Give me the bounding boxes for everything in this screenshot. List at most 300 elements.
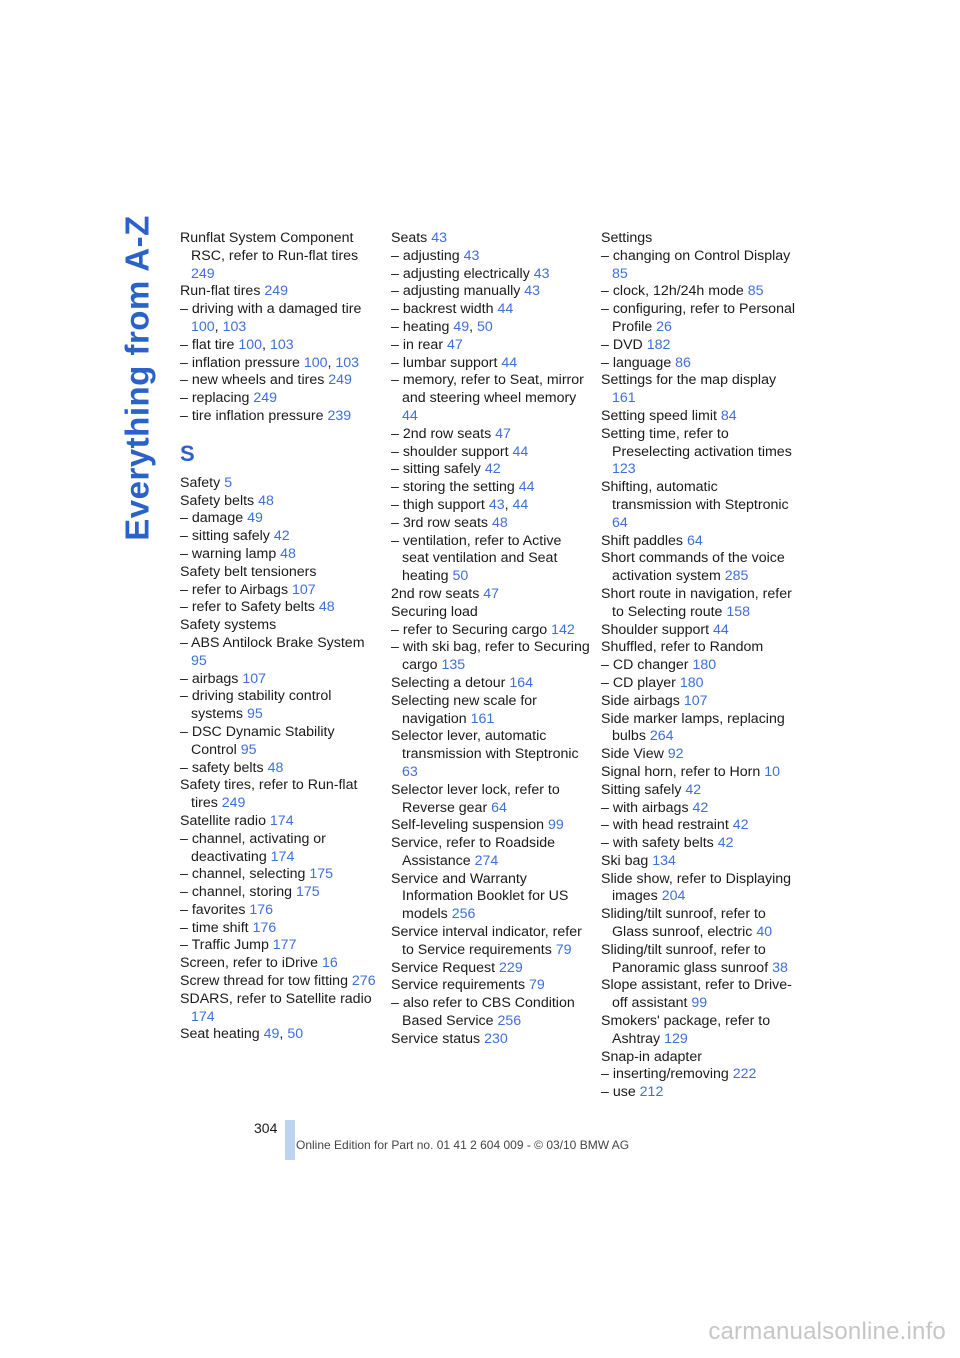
index-entry-text: Seats [391, 230, 428, 246]
page-reference-link[interactable]: 180 [679, 674, 704, 691]
index-entry: – heating 49, 50 [391, 318, 493, 335]
index-entry [391, 675, 591, 693]
index-entry [391, 977, 591, 995]
index-entry [601, 782, 797, 800]
index-entry [601, 230, 797, 248]
index-entry-text: – channel, storing [180, 884, 292, 901]
index-entry [180, 955, 380, 973]
index-entry: – flat tire 100, 103 [180, 336, 294, 353]
index-entry [180, 884, 380, 902]
index-entry [601, 675, 797, 693]
index-entry-text: – channel, selecting [180, 866, 306, 883]
index-entry [180, 724, 380, 760]
index-entry-text: – configuring, refer to Personal Profile [601, 301, 796, 335]
page-reference-link[interactable]: 100 [191, 318, 215, 335]
index-entry [180, 760, 380, 778]
index-entry-text: – with ski bag, refer to Securing cargo [391, 639, 590, 674]
index-column-1 [180, 230, 380, 1044]
index-entry [180, 973, 380, 991]
index-entry-text: Signal horn, refer to Horn [601, 763, 761, 780]
page-reference-link[interactable]: 95 [191, 652, 207, 669]
page-reference-link[interactable]: 176 [252, 919, 277, 936]
index-entry [391, 604, 591, 622]
page-reference-link[interactable]: 212 [639, 1084, 664, 1101]
page-reference-link[interactable]: 42 [484, 461, 501, 478]
index-entry-text: – language [601, 354, 672, 371]
page-reference-link[interactable]: 175 [295, 884, 320, 901]
index-entry [391, 1031, 591, 1049]
page-reference-link[interactable]: 285 [724, 568, 749, 585]
index-entry-text: Service status [391, 1030, 481, 1047]
index-entry-text: Safety systems [180, 617, 277, 634]
index-entry-text: – shoulder support [391, 443, 509, 460]
page-reference-link[interactable]: 158 [726, 603, 751, 620]
index-entry [180, 408, 380, 426]
index-entry-text: – favorites [180, 901, 246, 918]
index-entry-text: – memory, refer to Seat, mirror and steering wheel memory [391, 372, 584, 407]
index-entry [391, 782, 591, 818]
page-reference-link[interactable]: 264 [649, 728, 674, 745]
watermark: carmanualsonline.info [708, 1318, 946, 1345]
index-entry [391, 266, 591, 284]
page-reference-link[interactable]: 107 [242, 670, 266, 687]
index-entry [180, 283, 380, 301]
page-reference-link[interactable]: 239 [327, 407, 352, 424]
page-reference-link[interactable]: 230 [484, 1030, 508, 1047]
side-title-text: Everything from A-Z [119, 215, 156, 541]
index-entry [180, 617, 380, 635]
index-entry [180, 582, 380, 600]
index-entry [391, 995, 591, 1031]
page-reference-link[interactable]: 47 [495, 425, 511, 442]
index-entry [601, 977, 797, 1013]
page-reference-link[interactable]: 64 [686, 532, 703, 549]
index-entry-text: – safety belts [180, 759, 264, 776]
index-entry-text: – with airbags [601, 799, 689, 816]
page-reference-link[interactable]: 44 [501, 354, 518, 371]
index-entry [180, 546, 380, 564]
index-entry-text: – tire inflation pressure [180, 407, 324, 424]
page-reference-link[interactable]: 64 [491, 799, 507, 816]
index-entry [180, 564, 380, 582]
index-entry: – driving with a damaged tire 100, 103 [180, 301, 362, 335]
page-reference-link[interactable]: 16 [321, 955, 338, 972]
index-entry [391, 960, 591, 978]
index-entry-text: – use [601, 1084, 636, 1101]
page-reference-link[interactable]: 42 [717, 835, 734, 852]
page-number: 304 [254, 1120, 278, 1136]
page-reference-link[interactable]: 50 [452, 568, 469, 585]
page-reference-link[interactable]: 274 [474, 852, 499, 869]
index-entry-text: Sliding/tilt sunroof, refer to Panoramic glass sunroof [601, 941, 769, 976]
index-entry-text: Screen, refer to iDrive [180, 955, 318, 972]
index-entry-text: – with head restraint [601, 817, 729, 834]
index-entry-text: Settings [601, 230, 653, 246]
page-reference-link[interactable]: 5 [224, 474, 233, 491]
page-reference-link[interactable]: 100 [238, 336, 263, 353]
page-reference-link[interactable]: 86 [675, 354, 691, 371]
index-entry [180, 920, 380, 938]
page-reference-link[interactable]: 48 [258, 492, 274, 509]
page-reference-link[interactable]: 64 [612, 514, 628, 531]
index-entry [601, 372, 797, 408]
index-entry-text: Sliding/tilt sunroof, refer to Glass sunroof, electric [601, 906, 766, 941]
index-entry-text: Service, refer to Roadside Assistance [391, 835, 556, 869]
page-reference-link[interactable]: 142 [551, 621, 575, 638]
index-entry [601, 283, 797, 301]
index-entry: – thigh support 43, 44 [391, 496, 529, 513]
index-entry [601, 1066, 797, 1084]
page-reference-link[interactable]: 48 [318, 599, 335, 616]
page-reference-link[interactable]: 175 [309, 866, 334, 883]
page-reference-link[interactable]: 42 [692, 799, 709, 816]
index-entry-text: Slope assistant, refer to Drive-off assistant [601, 977, 792, 1012]
index-entry-text: Selecting new scale for navigation [391, 692, 537, 727]
index-entry [601, 746, 797, 764]
page-reference-link[interactable]: 40 [756, 924, 773, 941]
page-reference-link[interactable]: 43 [533, 265, 550, 282]
index-entry [391, 515, 591, 533]
index-entry-text: – warning lamp [180, 545, 277, 562]
page-reference-link[interactable]: 85 [612, 265, 628, 282]
page-reference-link[interactable]: 174 [191, 1008, 215, 1025]
page-reference-link[interactable]: 44 [497, 301, 514, 318]
index-entry [391, 283, 591, 301]
page-reference-link[interactable]: 43 [524, 283, 541, 300]
index-entry [180, 475, 380, 493]
page-reference-link[interactable]: 103 [335, 354, 360, 371]
index-entry-text: – heating [391, 318, 450, 335]
index-entry [391, 871, 591, 924]
index-entry: Seat heating 49, 50 [180, 1026, 304, 1043]
index-entry-text: Settings for the map display [601, 372, 777, 389]
page-reference-link[interactable]: 42 [685, 781, 702, 798]
index-entry-text: – 3rd row seats [391, 514, 488, 531]
section-letter: S [180, 440, 195, 466]
index-entry [391, 301, 591, 319]
index-entry [391, 461, 591, 479]
index-entry-text: Runflat System Component RSC, refer to Run-flat tires [180, 230, 359, 264]
page-reference-link[interactable]: 63 [402, 763, 418, 780]
page-reference-link[interactable]: 47 [483, 585, 500, 602]
index-entry [391, 372, 591, 425]
index-entry-text: Satellite radio [180, 812, 266, 829]
index-entry [391, 248, 591, 266]
page-reference-link[interactable]: 222 [732, 1066, 757, 1083]
index-entry-text: Side marker lamps, replacing bulbs [601, 710, 785, 745]
footer-bar [285, 1120, 295, 1160]
page-reference-link[interactable]: 204 [661, 888, 686, 905]
index-entry [391, 728, 591, 781]
index-entry-text: – also refer to CBS Condition Based Service [391, 995, 575, 1030]
index-entry-text: Selector lever, automatic transmission with Steptronic [391, 728, 579, 763]
page-reference-link[interactable]: 174 [269, 812, 294, 829]
page-reference-link[interactable]: 174 [270, 848, 295, 865]
index-entry [180, 866, 380, 884]
index-entry-text: – driving with a damaged tire [180, 301, 362, 318]
index-entry-text: – CD changer [601, 657, 689, 674]
page-reference-link[interactable]: 107 [292, 581, 316, 598]
index-entry [180, 510, 380, 528]
index-entry-text: Safety belt tensioners [180, 563, 317, 580]
index-entry [180, 390, 380, 408]
index-entry [601, 853, 797, 871]
page-reference-link[interactable]: 249 [221, 795, 246, 812]
page-reference-link[interactable]: 42 [273, 528, 290, 545]
index-entry [391, 355, 591, 373]
page-reference-link[interactable]: 180 [692, 657, 717, 674]
index-entry [180, 937, 380, 955]
index-entry [601, 835, 797, 853]
index-entry-text: – DSC Dynamic Stability Control [180, 723, 335, 758]
index-entry [180, 813, 380, 831]
index-entry-text: Setting speed limit [601, 407, 717, 424]
index-entry-text: Service Request [391, 959, 496, 976]
index-entry [601, 426, 797, 479]
page-reference-link[interactable]: 26 [656, 318, 672, 335]
index-entry [180, 528, 380, 546]
page-reference-link[interactable]: 100 [303, 354, 328, 371]
index-entry [180, 688, 380, 724]
page-reference-link[interactable]: 99 [547, 817, 564, 834]
page-reference-link[interactable]: 79 [555, 941, 572, 958]
index-entry [601, 248, 797, 284]
index-entry [601, 693, 797, 711]
index-entry-text: – airbags [180, 670, 239, 687]
index-entry-text: Selector lever lock, refer to Reverse gear [391, 781, 560, 816]
index-entry-text: Selecting a detour [391, 674, 506, 691]
index-entry [601, 355, 797, 373]
index-entry [391, 586, 591, 604]
index-entry [391, 230, 591, 248]
index-entry-text: – channel, activating or deactivating [180, 830, 326, 865]
index-entry [180, 902, 380, 920]
index-entry-text: Ski bag [601, 852, 649, 869]
page-reference-link[interactable]: 99 [691, 995, 708, 1012]
index-entry-text: – clock, 12h/24h mode [601, 283, 744, 300]
page-reference-link[interactable]: 103 [269, 336, 294, 353]
page-reference-link[interactable]: 92 [667, 746, 684, 763]
page-reference-link[interactable]: 43 [463, 247, 480, 264]
page-reference-link[interactable]: 43 [488, 496, 505, 513]
page-reference-link[interactable]: 48 [267, 759, 284, 776]
index-entry-text: Safety belts [180, 492, 255, 509]
index-entry [601, 711, 797, 747]
index-entry-text: – refer to Securing cargo [391, 621, 548, 638]
page-reference-link[interactable]: 50 [477, 318, 493, 335]
index-entry-text: Self-leveling suspension [391, 817, 545, 834]
index-group [601, 230, 797, 1102]
index-entry-text: Slide show, refer to Displaying images [601, 870, 792, 905]
index-entry [391, 835, 591, 871]
page-reference-link[interactable]: 42 [732, 817, 749, 834]
index-entry-text: – CD player [601, 674, 676, 691]
index-column-2 [391, 230, 591, 1049]
index-entry-text: Short route in navigation, refer to Selecting route [601, 585, 792, 620]
page-reference-link[interactable]: 49 [453, 318, 470, 335]
index-entry-text: – inflation pressure [180, 354, 300, 371]
page-reference-link[interactable]: 249 [253, 390, 278, 407]
index-entry [180, 599, 380, 617]
page-reference-link[interactable]: 79 [529, 977, 545, 994]
page-reference-link[interactable]: 38 [772, 959, 788, 976]
index-entry [601, 586, 797, 622]
index-entry-text: Short commands of the voice activation system [601, 550, 785, 585]
index-entry-text: – inserting/removing [601, 1066, 729, 1083]
index-entry-text: Setting time, refer to Preselecting activation times [601, 425, 792, 460]
index-entry [601, 906, 797, 942]
page-reference-link[interactable]: 85 [747, 283, 764, 300]
index-entry [391, 693, 591, 729]
page-reference-link[interactable]: 229 [499, 959, 523, 976]
index-entry-text: Safety [180, 474, 221, 491]
index-entry-text: Securing load [391, 603, 478, 620]
index-entry-text: – new wheels and tires [180, 372, 325, 389]
page-reference-link[interactable]: 164 [509, 674, 533, 691]
page-reference-link[interactable]: 48 [491, 514, 508, 531]
index-entry-text: – DVD [601, 336, 643, 353]
footer-text: Online Edition for Part no. 01 41 2 604 009 - © 03/10 BMW AG [296, 1138, 630, 1152]
index-entry [391, 622, 591, 640]
index-entry [180, 991, 380, 1027]
page-reference-link[interactable]: 50 [287, 1026, 304, 1043]
page-reference-link[interactable]: 123 [612, 461, 636, 478]
index-entry-text: – replacing [180, 390, 250, 407]
page-reference-link[interactable]: 47 [447, 336, 463, 353]
index-entry-text: – flat tire [180, 336, 235, 353]
index-entry-text: Snap-in adapter [601, 1048, 702, 1065]
index-entry [180, 493, 380, 511]
page-reference-link[interactable]: 44 [512, 496, 529, 513]
page-reference-link[interactable]: 10 [764, 763, 781, 780]
page-reference-link[interactable]: 48 [280, 545, 296, 562]
page-reference-link[interactable]: 176 [249, 901, 274, 918]
index-entry-text: – damage [180, 510, 244, 527]
page-reference-link[interactable]: 256 [451, 906, 476, 923]
index-entry-text: – refer to Safety belts [180, 599, 315, 616]
index-entry [180, 777, 380, 813]
page-reference-link[interactable]: 161 [470, 710, 495, 727]
index-entry-text: SDARS, refer to Satellite radio [180, 990, 372, 1007]
page-reference-link[interactable]: 256 [497, 1013, 522, 1030]
page-reference-link[interactable]: 44 [713, 621, 729, 638]
index-entry-text: – storing the setting [391, 479, 515, 496]
index-entry-text: – in rear [391, 336, 444, 353]
index-entry [601, 1084, 797, 1102]
page-reference-link[interactable]: 161 [612, 390, 636, 407]
index-entry [180, 230, 380, 283]
index-entry-text: – ventilation, refer to Active seat ventilation and Seat heating [391, 532, 562, 585]
index-entry [601, 1049, 797, 1067]
page-reference-link[interactable]: 103 [222, 318, 247, 335]
index-entry [180, 372, 380, 390]
index-entry-text: – with safety belts [601, 835, 714, 852]
page-reference-link[interactable]: 276 [351, 973, 376, 990]
index-group-after [180, 475, 380, 1045]
page-reference-link[interactable]: 95 [240, 741, 257, 758]
index-entry [601, 657, 797, 675]
index-entry [180, 635, 380, 671]
index-entry [601, 764, 797, 782]
page-reference-link[interactable]: 249 [264, 283, 289, 300]
index-entry-text: – sitting safely [180, 528, 270, 545]
index-entry-text: – ABS Antilock Brake System [180, 634, 365, 651]
page-reference-link[interactable]: 177 [272, 937, 297, 954]
index-column-3 [601, 230, 797, 1102]
index-entry-text: – adjusting electrically [391, 265, 530, 282]
page-reference-link[interactable]: 129 [664, 1030, 688, 1047]
index-entry [601, 622, 797, 640]
index-entry-text: – backrest width [391, 301, 494, 318]
index-entry-text: – refer to Airbags [180, 581, 289, 598]
index-entry-text: – driving stability control systems [180, 688, 332, 723]
index-entry [601, 639, 797, 657]
side-title [118, 215, 158, 541]
index-entry-text: 2nd row seats [391, 585, 480, 602]
index-entry: – inflation pressure 100, 103 [180, 354, 360, 371]
index-group-before [180, 230, 380, 426]
index-entry-text: – adjusting manually [391, 283, 521, 300]
index-entry-text: Run-flat tires [180, 283, 261, 300]
index-entry [601, 479, 797, 532]
page-reference-link[interactable]: 95 [246, 706, 263, 723]
index-entry-text: – changing on Control Display [601, 247, 791, 264]
page-reference-link[interactable]: 49 [247, 510, 263, 527]
index-entry-text: – thigh support [391, 496, 485, 513]
page-reference-link[interactable]: 84 [720, 407, 737, 424]
index-entry-text: Sitting safely [601, 781, 682, 798]
page-reference-link[interactable]: 249 [191, 265, 215, 282]
page-reference-link[interactable]: 44 [512, 443, 529, 460]
index-entry [391, 337, 591, 355]
index-entry [391, 444, 591, 462]
index-group [391, 230, 591, 1049]
index-entry [601, 1013, 797, 1049]
page-reference-link[interactable]: 44 [518, 479, 535, 496]
index-entry [601, 408, 797, 426]
index-entry-text: Service requirements [391, 977, 526, 994]
index-entry [601, 550, 797, 586]
page-reference-link[interactable]: 107 [683, 692, 708, 709]
index-entry-text: – time shift [180, 919, 249, 936]
index-entry [601, 800, 797, 818]
index-entry-text: – 2nd row seats [391, 425, 492, 442]
index-entry-text: Side View [601, 746, 664, 763]
index-entry-text: Service interval indicator, refer to Service requirements [391, 924, 582, 958]
index-entry [180, 831, 380, 867]
index-entry [180, 671, 380, 689]
index-entry-text: Shoulder support [601, 621, 710, 638]
index-entry [391, 533, 591, 586]
index-entry-text: Shift paddles [601, 532, 684, 549]
index-entry-text: – sitting safely [391, 461, 481, 478]
index-entry-text: Screw thread for tow fitting [180, 973, 348, 990]
index-entry [391, 479, 591, 497]
page-reference-link[interactable]: 249 [328, 372, 352, 389]
page-reference-link[interactable]: 135 [441, 657, 466, 674]
index-entry-text: – adjusting [391, 247, 460, 264]
index-entry [391, 426, 591, 444]
page-reference-link[interactable]: 182 [646, 336, 671, 353]
index-entry [391, 817, 591, 835]
index-entry-text: – Traffic Jump [180, 937, 269, 954]
page-reference-link[interactable]: 43 [431, 230, 448, 246]
page-reference-link[interactable]: 134 [652, 852, 676, 869]
index-entry [601, 942, 797, 978]
index-entry-text: – lumbar support [391, 354, 498, 371]
page-reference-link[interactable]: 44 [402, 407, 418, 424]
page-reference-link[interactable]: 49 [263, 1026, 280, 1043]
